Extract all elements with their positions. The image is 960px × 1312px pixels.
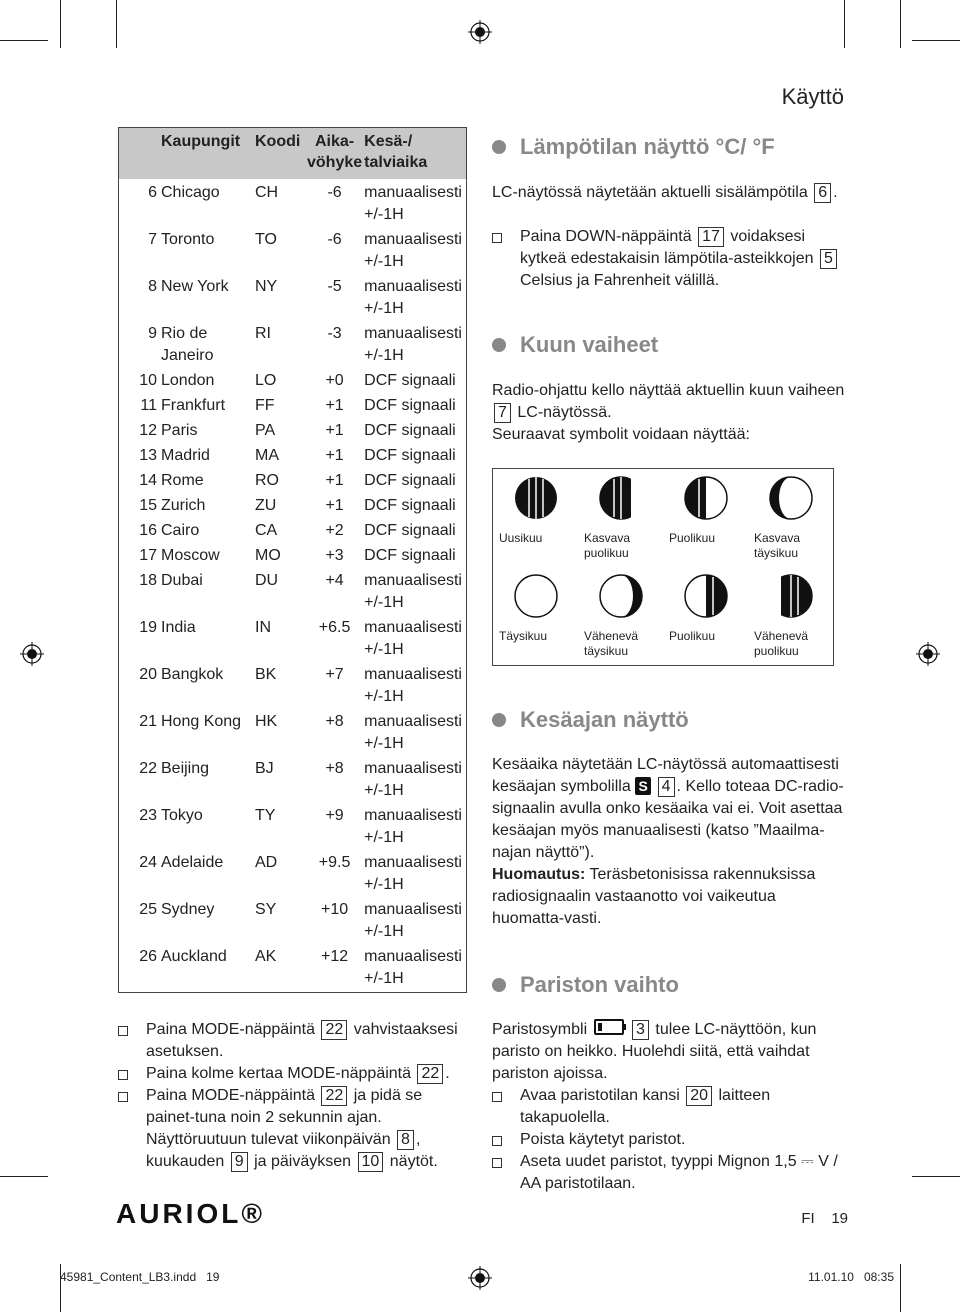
checkbox-bullet-icon: [492, 233, 502, 243]
city-name: Rome: [161, 472, 204, 489]
checkbox-bullet-icon: [118, 1070, 128, 1080]
moon-label: Vähenevä täysikuu: [584, 629, 639, 658]
checkbox-bullet-icon: [492, 1092, 502, 1102]
table-row: [119, 469, 467, 494]
dst-mode: DCF signaali: [364, 397, 456, 414]
row-number: 22: [139, 760, 157, 777]
step-text: , kuukauden: [146, 1131, 421, 1170]
table-row: [119, 519, 467, 544]
city-code: AK: [255, 948, 277, 965]
header-blank: [119, 128, 162, 180]
checkbox-bullet-icon: [118, 1092, 128, 1102]
city-code: MA: [255, 447, 279, 464]
time-zone: -6: [327, 231, 342, 248]
city-code: PA: [255, 422, 276, 439]
time-zone: +4: [325, 572, 344, 589]
step-text: ja päiväyksen: [254, 1153, 352, 1170]
step-text: Poista käytetyt paristot.: [520, 1131, 686, 1148]
page-number: FI 19: [801, 1210, 848, 1227]
key-reference: 5: [820, 249, 837, 269]
step-text: Paina MODE-näppäintä: [146, 1087, 315, 1104]
table-row: [119, 616, 467, 663]
list-item: [118, 1019, 468, 1063]
time-zone: +8: [325, 713, 344, 730]
city-code: DU: [255, 572, 279, 589]
moon-label: Kasvava täysikuu: [754, 531, 801, 560]
city-code: BK: [255, 666, 277, 683]
city-code: MO: [255, 547, 281, 564]
table-row: [119, 179, 467, 228]
city-name: Beijing: [161, 760, 210, 777]
city-name: India: [161, 619, 196, 636]
table-row: [119, 898, 467, 945]
dst-paragraph: [492, 754, 847, 930]
moon-intro: [492, 380, 847, 446]
key-reference: 22: [417, 1064, 443, 1084]
waxing-gibbous-icon: [767, 474, 815, 522]
table-row: [119, 444, 467, 469]
time-zone: +6.5: [318, 619, 351, 636]
city-name: Toronto: [161, 231, 215, 248]
key-reference: 3: [632, 1020, 649, 1040]
section-label: Käyttö: [781, 84, 844, 109]
city-code: NY: [255, 278, 278, 295]
waxing-crescent-icon: [597, 474, 645, 522]
heading-text: Pariston vaihto: [520, 972, 679, 997]
paragraph-text: Seuraavat symbolit voidaan näyttää:: [492, 426, 750, 443]
dst-mode: manuaalisesti +/-1H: [364, 572, 462, 611]
time-zone: -5: [327, 278, 342, 295]
moon-label: Puolikuu: [669, 629, 716, 643]
city-name: Dubai: [161, 572, 203, 589]
dst-symbol-icon: S: [635, 777, 651, 795]
moon-label: Puolikuu: [669, 531, 716, 545]
dst-mode: DCF signaali: [364, 472, 456, 489]
list-item: [492, 1129, 847, 1151]
paragraph-text: Kesäaika näytetään LC-näytössä automaattisesti kesäajan symbolilla: [492, 756, 839, 795]
waning-crescent-icon: [767, 572, 815, 620]
key-reference: 20: [686, 1086, 712, 1106]
step-text: Paina DOWN-näppäintä: [520, 228, 692, 245]
crop-mark: [912, 1176, 960, 1177]
checkbox-bullet-icon: [492, 1136, 502, 1146]
moon-cell: [493, 567, 578, 625]
dst-mode: manuaalisesti +/-1H: [364, 854, 462, 893]
header-city: Kaupungit: [161, 128, 253, 180]
city-code: BJ: [255, 760, 274, 777]
moon-cell: [748, 469, 833, 527]
temperature-steps: [492, 226, 847, 292]
battery-heading: [492, 972, 679, 998]
city-code: RO: [255, 472, 279, 489]
city-code: LO: [255, 372, 277, 389]
key-reference: 8: [397, 1130, 414, 1150]
city-name: Bangkok: [161, 666, 224, 683]
row-number: 25: [139, 901, 157, 918]
moon-cell: [748, 567, 833, 625]
time-zone: +7: [325, 666, 344, 683]
dst-mode: DCF signaali: [364, 497, 456, 514]
time-zone: +9: [325, 807, 344, 824]
moon-phase-grid: [492, 468, 834, 666]
moon-heading: [492, 332, 658, 358]
dst-mode: manuaalisesti +/-1H: [364, 231, 462, 270]
bullet-dot-icon: [492, 978, 506, 992]
battery-steps: [492, 1085, 847, 1195]
time-zone: +1: [325, 472, 344, 489]
list-item: [118, 1085, 468, 1173]
time-zone: -6: [327, 184, 342, 201]
key-reference: 22: [321, 1020, 347, 1040]
time-zone: +1: [325, 447, 344, 464]
table-row: [119, 757, 467, 804]
step-text: näytöt.: [389, 1153, 438, 1170]
moon-label: Täysikuu: [499, 629, 548, 643]
dst-mode: manuaalisesti +/-1H: [364, 807, 462, 846]
row-number: 9: [148, 325, 157, 342]
bullet-dot-icon: [492, 140, 506, 154]
step-text: Aseta uudet paristot, tyyppi Mignon 1,5 ⎓ V / AA paristotilaan.: [520, 1153, 838, 1192]
crop-mark: [0, 1176, 48, 1177]
paragraph-text: Paristosymbli: [492, 1021, 588, 1038]
paragraph-text: LC-näytössä.: [517, 404, 612, 421]
time-zone: +2: [325, 522, 344, 539]
moon-cell: [663, 567, 748, 625]
moon-label: Kasvava puolikuu: [584, 531, 631, 560]
dst-heading: [492, 707, 689, 733]
city-code: CA: [255, 522, 278, 539]
dst-mode: DCF signaali: [364, 522, 456, 539]
paragraph-text: LC-näytössä näytetään aktuelli sisälämpötila: [492, 184, 808, 201]
heading-text: Kuun vaiheet: [520, 332, 659, 357]
time-zone: +10: [321, 901, 349, 918]
full-moon-icon: [512, 572, 560, 620]
battery-intro: [492, 1019, 847, 1085]
table-row: [119, 710, 467, 757]
new-moon-icon: [512, 474, 560, 522]
city-code: AD: [255, 854, 278, 871]
header-code: Koodi: [253, 128, 307, 180]
checkbox-bullet-icon: [492, 1158, 502, 1168]
note-label: Huomautus:: [492, 866, 586, 883]
row-number: 23: [139, 807, 157, 824]
step-text: Celsius ja Fahrenheit välillä.: [520, 272, 720, 289]
key-reference: 17: [698, 227, 724, 247]
step-text: ja pidä se painet-tuna noin 2 sekunnin ajan. Näyttöruutuun tulevat viikonpäivän: [146, 1087, 423, 1148]
print-slug-file: 45981_Content_LB3.indd 19: [60, 1270, 220, 1284]
city-name: Madrid: [161, 447, 210, 464]
row-number: 15: [139, 497, 157, 514]
paragraph-text: tulee LC-näyttöön, kun paristo on heikko. Huolehdi siitä, että vaihdat pariston ajoissa.: [492, 1021, 817, 1082]
checkbox-bullet-icon: [118, 1026, 128, 1036]
time-zone: +12: [321, 948, 349, 965]
list-item: [492, 226, 847, 292]
key-reference: 9: [231, 1152, 248, 1172]
city-code: ZU: [255, 497, 277, 514]
moon-label: Uusikuu: [499, 531, 543, 545]
step-text: voidaksesi kytkeä edestakaisin lämpötila-asteikkojen: [520, 228, 814, 267]
list-item: [118, 1063, 468, 1085]
bullet-dot-icon: [492, 713, 506, 727]
row-number: 26: [139, 948, 157, 965]
row-number: 13: [139, 447, 157, 464]
table-row: [119, 569, 467, 616]
time-zone: +3: [325, 547, 344, 564]
city-code: RI: [255, 325, 271, 342]
dst-mode: manuaalisesti +/-1H: [364, 325, 462, 364]
time-zone: -3: [327, 325, 342, 342]
registration-mark-icon: [468, 20, 492, 44]
city-code: TY: [255, 807, 276, 824]
time-zone: +1: [325, 422, 344, 439]
city-name: Sydney: [161, 901, 215, 918]
dst-mode: manuaalisesti +/-1H: [364, 619, 462, 658]
dst-mode: manuaalisesti +/-1H: [364, 278, 462, 317]
crop-mark: [900, 0, 901, 48]
paragraph-text: . Kello toteaa DC-radio-signaalin avulla onko kesäaika vai ei. Voit asettaa kesäajan myös manuaalisesti (katso ”Maailma-najan näyttö”).: [492, 778, 844, 861]
first-quarter-icon: [682, 474, 730, 522]
key-reference: 10: [358, 1152, 384, 1172]
header-zone: Aika- vöhyke: [307, 128, 362, 180]
waning-gibbous-icon: [597, 572, 645, 620]
table-row: [119, 663, 467, 710]
city-name: Adelaide: [161, 854, 224, 871]
bullet-dot-icon: [492, 338, 506, 352]
row-number: 19: [139, 619, 157, 636]
row-number: 6: [148, 184, 157, 201]
city-name: Auckland: [161, 948, 227, 965]
row-number: 8: [148, 278, 157, 295]
registration-mark-icon: [468, 1266, 492, 1290]
dst-mode: DCF signaali: [364, 447, 456, 464]
city-name: Paris: [161, 422, 198, 439]
city-code: SY: [255, 901, 277, 918]
crop-mark: [912, 40, 960, 41]
table-row: [119, 394, 467, 419]
row-number: 18: [139, 572, 157, 589]
row-number: 17: [139, 547, 157, 564]
key-reference: 7: [494, 403, 511, 423]
table-row: [119, 544, 467, 569]
dst-mode: DCF signaali: [364, 547, 456, 564]
dst-mode: DCF signaali: [364, 372, 456, 389]
temperature-heading: [492, 134, 775, 160]
city-name: Hong Kong: [161, 713, 242, 730]
row-number: 24: [139, 854, 157, 871]
city-code: CH: [255, 184, 279, 201]
row-number: 7: [148, 231, 157, 248]
time-zone: +1: [325, 497, 344, 514]
city-timezone-table: [118, 127, 467, 993]
dst-mode: manuaalisesti +/-1H: [364, 948, 462, 987]
row-number: 11: [140, 397, 157, 414]
moon-cell: [578, 567, 663, 625]
step-text: Paina kolme kertaa MODE-näppäintä: [146, 1065, 412, 1082]
city-name: Chicago: [161, 184, 220, 201]
time-zone: +9.5: [318, 854, 351, 871]
city-code: TO: [255, 231, 277, 248]
step-text: laitteen takapuolella.: [520, 1087, 771, 1126]
row-number: 20: [139, 666, 157, 683]
table-row: [119, 228, 467, 275]
crop-mark: [0, 40, 48, 41]
last-quarter-icon: [682, 572, 730, 620]
time-zone: +0: [325, 372, 344, 389]
city-name: New York: [161, 278, 229, 295]
table-row: [119, 945, 467, 993]
dst-mode: manuaalisesti +/-1H: [364, 184, 462, 223]
city-name: Rio de Janeiro: [161, 325, 214, 364]
city-name: Tokyo: [161, 807, 203, 824]
header-dst: Kesä-/ talviaika: [362, 128, 466, 180]
moon-cell: [493, 469, 578, 527]
row-number: 16: [139, 522, 157, 539]
temperature-intro: [492, 182, 847, 204]
key-reference: 4: [658, 777, 675, 797]
moon-cell: [663, 469, 748, 527]
crop-mark: [60, 0, 61, 48]
row-number: 21: [139, 713, 157, 730]
battery-icon: [594, 1019, 624, 1035]
step-text: .: [445, 1065, 450, 1082]
city-code: IN: [255, 619, 271, 636]
city-name: London: [161, 372, 215, 389]
crop-mark: [900, 1264, 901, 1312]
left-steps-list: [118, 1019, 468, 1173]
row-number: 10: [139, 372, 157, 389]
paragraph-text: Radio-ohjattu kello näyttää aktuellin kuun vaiheen: [492, 382, 845, 399]
table-row: [119, 322, 467, 369]
table-row: [119, 419, 467, 444]
row-number: 12: [139, 422, 157, 439]
time-zone: +8: [325, 760, 344, 777]
dst-mode: DCF signaali: [364, 422, 456, 439]
moon-cell: [578, 469, 663, 527]
dst-mode: manuaalisesti +/-1H: [364, 760, 462, 799]
step-text: vahvistaaksesi asetuksen.: [146, 1021, 458, 1060]
city-code: HK: [255, 713, 278, 730]
heading-text: Kesäajan näyttö: [520, 707, 689, 732]
dst-mode: manuaalisesti +/-1H: [364, 666, 462, 705]
table-row: [119, 494, 467, 519]
city-code: FF: [255, 397, 275, 414]
registration-mark-icon: [20, 642, 44, 666]
step-text: Paina MODE-näppäintä: [146, 1021, 315, 1038]
crop-mark: [116, 0, 117, 48]
table-row: [119, 851, 467, 898]
moon-label: Vähenevä puolikuu: [754, 629, 809, 658]
dst-mode: manuaalisesti +/-1H: [364, 713, 462, 752]
time-zone: +1: [325, 397, 344, 414]
table-header-row: [119, 128, 467, 180]
paragraph-text: .: [833, 184, 838, 201]
key-reference: 6: [814, 183, 831, 203]
list-item: [492, 1151, 847, 1195]
list-item: [492, 1085, 847, 1129]
dst-mode: manuaalisesti +/-1H: [364, 901, 462, 940]
city-name: Frankfurt: [161, 397, 226, 414]
print-slug-date: 11.01.10 08:35: [808, 1270, 894, 1284]
heading-text: Lämpötilan näyttö °C/ °F: [520, 134, 775, 159]
registration-mark-icon: [916, 642, 940, 666]
city-name: Zurich: [161, 497, 206, 514]
table-row: [119, 275, 467, 322]
brand-logo: AURIOL®: [116, 1198, 265, 1229]
table-row: [119, 804, 467, 851]
step-text: Avaa paristotilan kansi: [520, 1087, 680, 1104]
city-name: Cairo: [161, 522, 200, 539]
note-text: Teräsbetonisissa rakennuksissa radiosignaalin vastaanotto voi vaikeutua huomatta-vasti.: [492, 866, 816, 927]
row-number: 14: [139, 472, 157, 489]
city-name: Moscow: [161, 547, 220, 564]
crop-mark: [844, 0, 845, 48]
table-row: [119, 369, 467, 394]
key-reference: 22: [321, 1086, 347, 1106]
